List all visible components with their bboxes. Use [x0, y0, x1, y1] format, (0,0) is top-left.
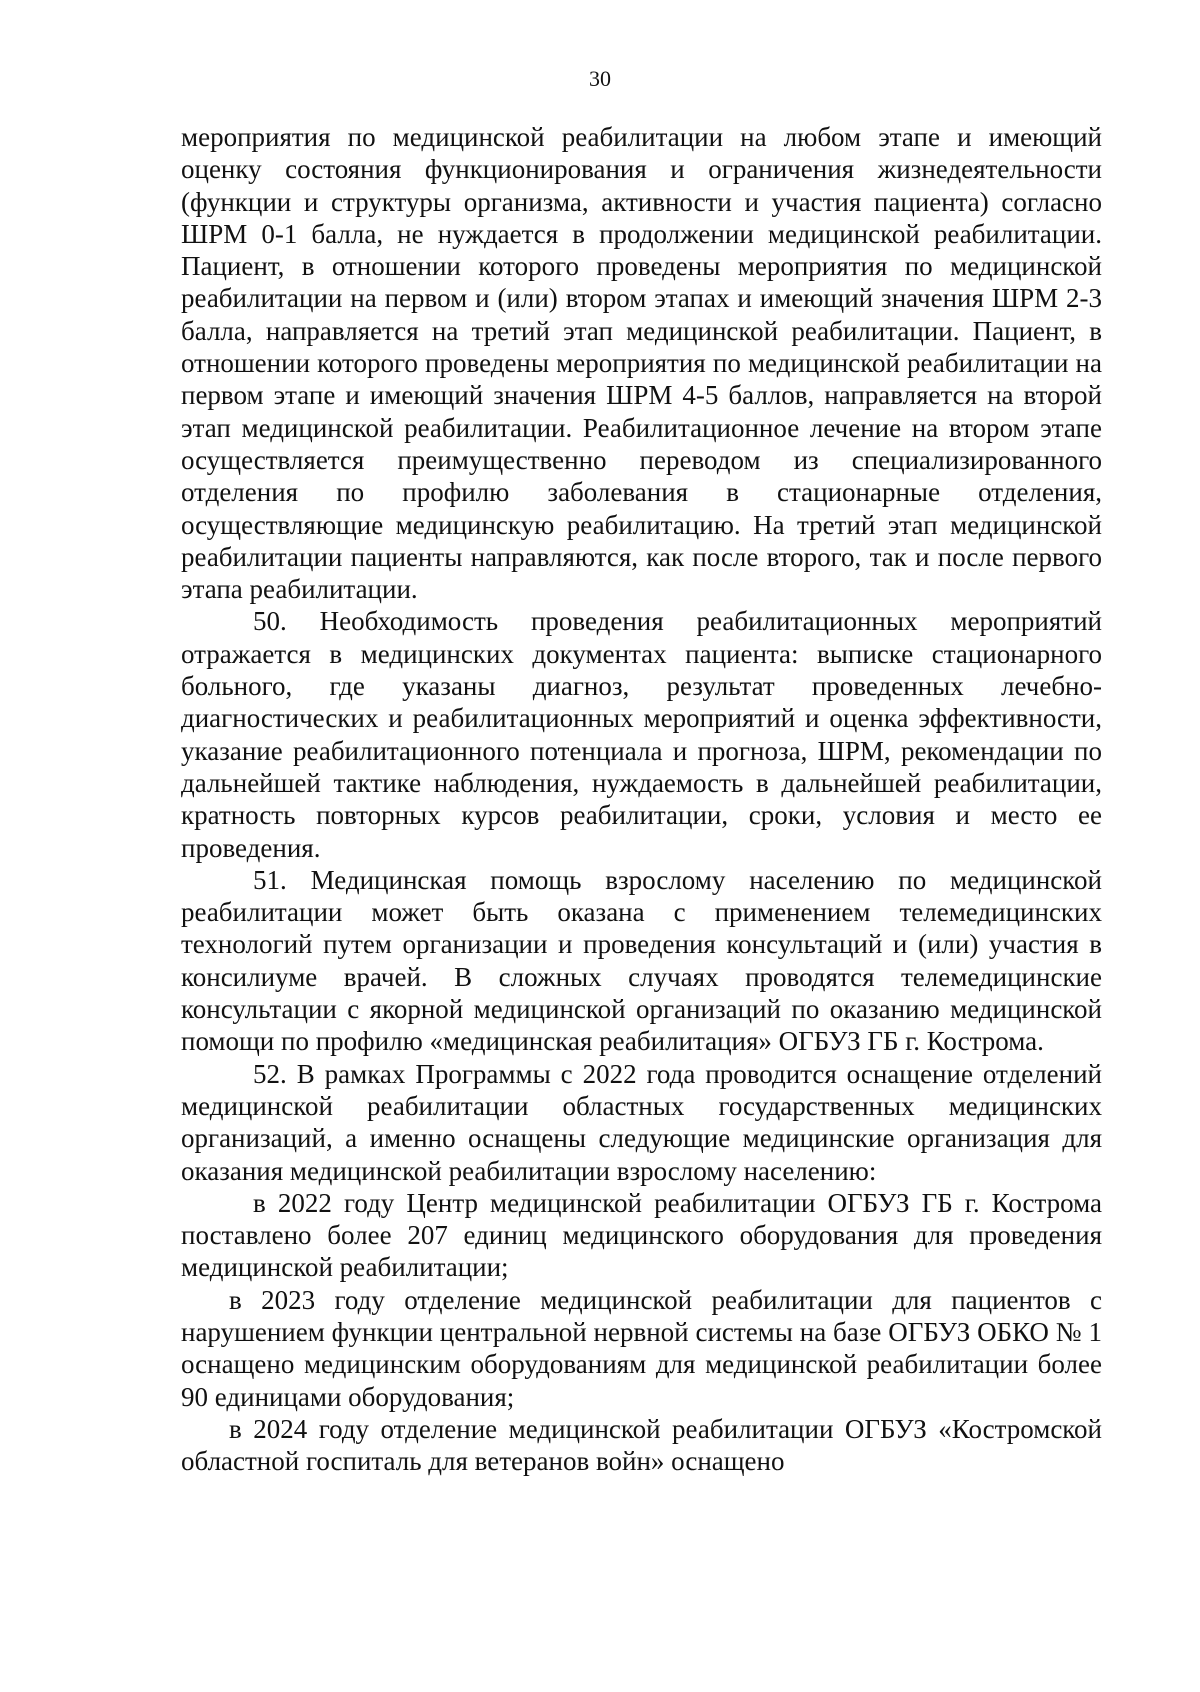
- paragraph-continuation: мероприятия по медицинской реабилитации на любом этапе и имеющий оценку состояния функционирования и ограничения жизнедеятельности (функции и структуры организма, активности и участия пациента) согласно ШРМ 0-1 балла, не нуждается в продолжении медицинской реабилитации. Пациент, в отношении которого проведены мероприятия по медицинской реабилитации на первом и (или) втором этапах и имеющий значения ШРМ 2-3 балла, направляется на третий этап медицинской реабилитации. Пациент, в отношении которого проведены мероприятия по медицинской реабилитации на первом этапе и имеющий значения ШРМ 4-5 баллов, направляется на второй этап медицинской реабилитации. Реабилитационное лечение на втором этапе осуществляется преимущественно переводом из специализированного отделения по профилю заболевания в стационарные отделения, осуществляющие медицинскую реабилитацию. На третий этап медицинской реабилитации пациенты направляются, как после второго, так и после первого этапа реабилитации.: [181, 122, 1102, 605]
- list-item-2024: в 2024 году отделение медицинской реабилитации ОГБУЗ «Костромской областной госпиталь для ветеранов войн» оснащено: [181, 1413, 1102, 1477]
- list-item-2022: в 2022 году Центр медицинской реабилитации ОГБУЗ ГБ г. Кострома поставлено более 207 единиц медицинского оборудования для проведения медицинской реабилитации;: [181, 1187, 1102, 1283]
- paragraph-52: 52. В рамках Программы с 2022 года проводится оснащение отделений медицинской реабилитации областных государственных медицинских организаций, а именно оснащены следующие медицинские организация для оказания медицинской реабилитации взрослому населению:: [181, 1058, 1102, 1186]
- paragraph-50: 50. Необходимость проведения реабилитационных мероприятий отражается в медицинских документах пациента: выписке стационарного больного, где указаны диагноз, результат проведенных лечебно-диагностических и реабилитационных мероприятий и оценка эффективности, указание реабилитационного потенциала и прогноза, ШРМ, рекомендации по дальнейшей тактике наблюдения, нуждаемость в дальнейшей реабилитации, кратность повторных курсов реабилитации, сроки, условия и место ее проведения.: [181, 606, 1102, 863]
- page-number: 30: [589, 66, 611, 91]
- list-item-2023: в 2023 году отделение медицинской реабилитации для пациентов с нарушением функции центральной нервной системы на базе ОГБУЗ ОБКО № 1 оснащено медицинским оборудованиям для медицинской реабилитации более 90 единицами оборудования;: [181, 1284, 1102, 1412]
- document-body: [181, 121, 1102, 1477]
- paragraph-51: 51. Медицинская помощь взрослому населению по медицинской реабилитации может быть оказана с применением телемедицинских технологий путем организации и проведения консультаций и (или) участия в консилиуме врачей. В сложных случаях проводятся телемедицинские консультации с якорной медицинской организаций по оказанию медицинской помощи по профилю «медицинская реабилитация» ОГБУЗ ГБ г. Кострома.: [181, 864, 1102, 1057]
